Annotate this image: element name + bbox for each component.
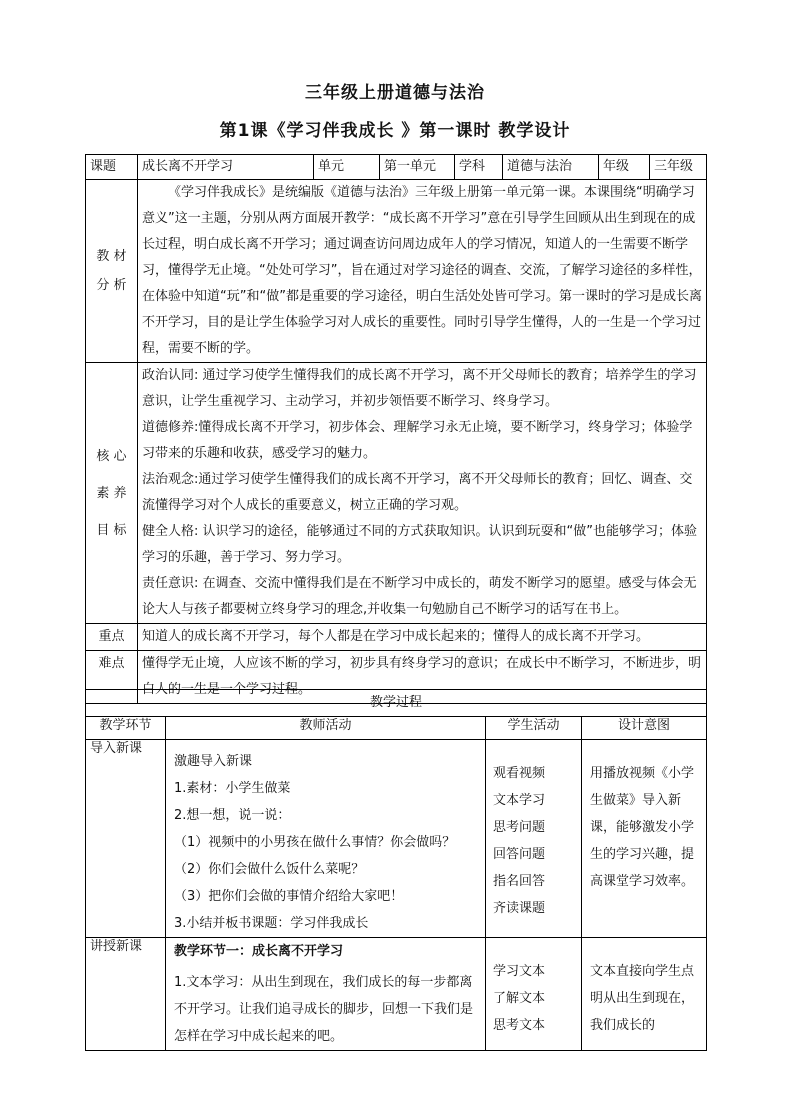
intro-student-line: 回答问题: [493, 847, 546, 862]
literacy-goal-law: 法治观念:通过学习使学生懂得我们的成长离不开学习，离不开父母师长的教育；回忆、调查、交流懂得学习对个人成长的重要意义，树立正确的学习观。: [142, 472, 693, 513]
lesson-title: 第1课《学习伴我成长 》第一课时 教学设计: [219, 121, 571, 141]
intro-teacher-line: 2.想一想，说一说：: [174, 808, 291, 823]
analysis-row: [86, 180, 707, 363]
analysis-label-line2: 分 析: [96, 278, 127, 293]
intro-design-intent: 用播放视频《小学生做菜》导入新课，能够激发小学生的学习兴趣，提高课堂学习效率。: [582, 740, 707, 938]
process-title: 教学过程: [86, 690, 707, 717]
intro-row: [86, 740, 707, 938]
intro-teacher-line: （2）你们会做什么饭什么菜呢？: [174, 862, 365, 877]
key-point-label: 重点: [86, 624, 138, 651]
intro-student-line: 思考问题: [493, 820, 546, 835]
intro-teacher-line: 激趣导入新课: [174, 754, 253, 769]
teach-teacher-activity: [166, 938, 486, 1051]
teach-design-intent: 文本直接向学生点明从出生到现在，我们成长的: [582, 938, 707, 1051]
document-title: 三年级上册道德与法治: [305, 83, 485, 103]
intro-teacher-activity: [166, 740, 486, 938]
key-point-text: 知道人的成长离不开学习，每个人都是在学习中成长起来的；懂得人的成长离不开学习。: [138, 624, 707, 651]
topic-value: 成长离不开学习: [138, 155, 314, 180]
header-teacher: 教师活动: [166, 717, 486, 740]
unit-value: 第一单元: [380, 155, 455, 180]
teach-student-line: 学习文本: [493, 964, 546, 979]
process-title-row: [86, 690, 707, 717]
intro-student-line: 齐读课题: [493, 901, 546, 916]
literacy-label-line1: 核 心: [96, 448, 127, 464]
info-row: [86, 155, 707, 180]
grade-label: 年级: [599, 155, 650, 180]
literacy-goals: [138, 363, 707, 624]
intro-teacher-line: （3）把你们会做的事情介绍给大家吧！: [174, 889, 404, 904]
topic-label: 课题: [86, 155, 138, 180]
intro-student-line: 指名回答: [493, 874, 546, 889]
teach-stage: 讲授新课: [86, 938, 166, 1051]
intro-teacher-line: （1）视频中的小男孩在做什么事情？你会做吗？: [174, 835, 456, 850]
intro-student-line: 观看视频: [493, 766, 546, 781]
teaching-process-table: [85, 689, 707, 1051]
intro-stage: 导入新课: [86, 740, 166, 938]
literacy-label-line3: 目 标: [96, 522, 127, 538]
header-stage: 教学环节: [86, 717, 166, 740]
intro-teacher-line: 1.素材：小学生做菜: [174, 781, 291, 796]
lesson-info-table: [85, 154, 707, 704]
teach-teacher-text: 1.文本学习：从出生到现在，我们成长的每一步都离不开学习。让我们追寻成长的脚步，回想一下我们是怎样在学习中成长起来的吧。: [174, 975, 474, 1044]
process-header-row: [86, 717, 707, 740]
grade-value: 三年级: [650, 155, 707, 180]
intro-student-activity: [486, 740, 582, 938]
header-student: 学生活动: [486, 717, 582, 740]
intro-teacher-line: 3.小结并板书课题：学习伴我成长: [174, 916, 369, 931]
teach-student-line: 了解文本: [493, 991, 546, 1006]
unit-label: 单元: [314, 155, 380, 180]
teach-student-activity: [486, 938, 582, 1051]
analysis-label: [86, 180, 138, 363]
literacy-label-line2: 素 养: [96, 485, 127, 501]
literacy-goal-political: 政治认同: 通过学习使学生懂得我们的成长离不开学习，离不开父母师长的教育；培养学生的学习意识，让学生重视学习、主动学习，并初步领悟要不断学习、终身学习。: [142, 368, 697, 409]
subject-value: 道德与法治: [503, 155, 599, 180]
key-point-row: [86, 624, 707, 651]
teach-student-line: 思考文本: [493, 1018, 546, 1033]
analysis-text: 《学习伴我成长》是统编版《道德与法治》三年级上册第一单元第一课。本课围绕“明确学习意义”这一主题，分别从两方面展开教学：“成长离不开学习”意在引导学生回顾从出生到现在的成长过程，明白成长离不开学习；通过调查访问周边成年人的学习情况，知道人的一生需要不断学习，懂得学无止境。“处处可学习”，旨在通过对学习途径的调查、交流，了解学习途径的多样性，在体验中知道“玩”和“做”都是重要的学习途径，明白生活处处皆可学习。第一课时的学习是成长离不开学习，目的是让学生体验学习对人成长的重要性。同时引导学生懂得，人的一生是一个学习过程，需要不断的学。: [138, 180, 707, 363]
difficulty-text: 懂得学无止境，人应该不断的学习，初步具有终身学习的意识；在成长中不断学习，不断进步，明白人的一生是一个学习过程。: [138, 651, 707, 704]
literacy-goal-moral: 道德修养:懂得成长离不开学习，初步体会、理解学习永无止境，要不断学习，终身学习；体验学习带来的乐趣和收获，感受学习的魅力。: [142, 420, 693, 461]
header-design: 设计意图: [582, 717, 707, 740]
literacy-row: [86, 363, 707, 624]
teach-row: [86, 938, 707, 1051]
teach-section-heading: 教学环节一：成长离不开学习: [174, 944, 344, 959]
difficulty-label: 难点: [86, 651, 138, 704]
literacy-goal-personality: 健全人格: 认识学习的途径，能够通过不同的方式获取知识。认识到玩耍和“做”也能够学习；体验学习的乐趣，善于学习、努力学习。: [142, 524, 697, 565]
literacy-goal-responsibility: 责任意识: 在调查、交流中懂得我们是在不断学习中成长的，萌发不断学习的愿望。感受与体会无论大人与孩子都要树立终身学习的理念,并收集一句勉励自己不断学习的话写在书上。: [142, 576, 697, 617]
intro-student-line: 文本学习: [493, 793, 546, 808]
analysis-label-line1: 教 材: [96, 249, 127, 264]
literacy-label: [86, 363, 138, 624]
subject-label: 学科: [455, 155, 503, 180]
